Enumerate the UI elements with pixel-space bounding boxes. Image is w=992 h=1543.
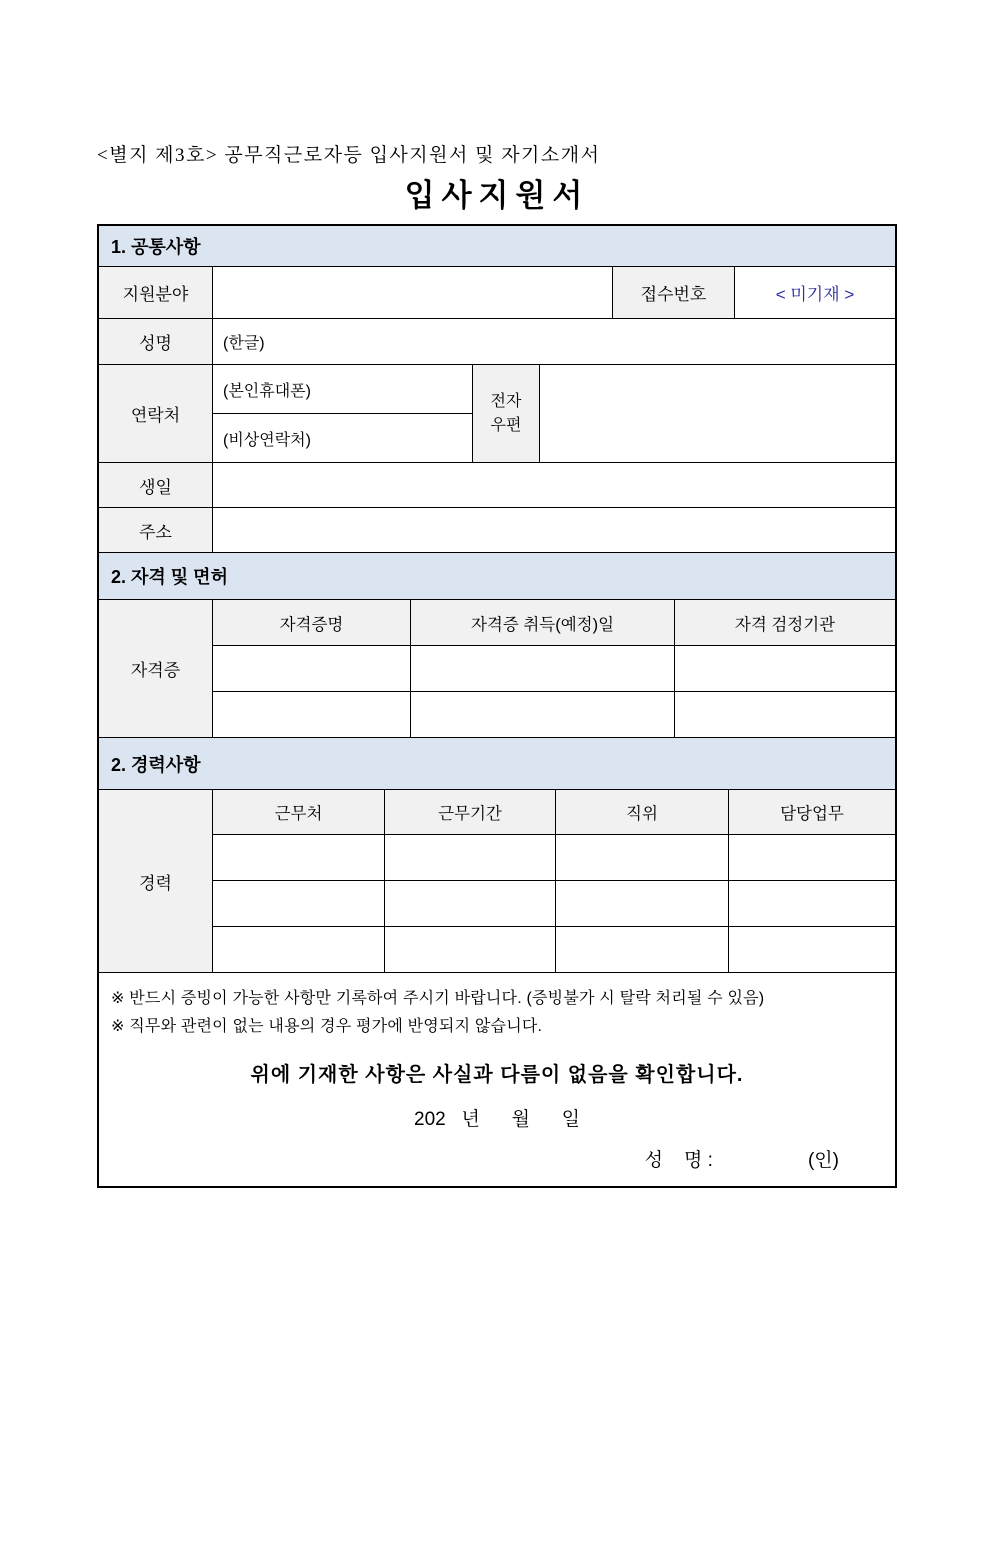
contact-row xyxy=(99,364,895,462)
career-header-row xyxy=(213,790,895,834)
license-row-2 xyxy=(213,691,895,737)
license-col-agency: 자격 검정기관 xyxy=(674,600,895,645)
career-employer-cell[interactable] xyxy=(213,835,384,880)
cert-agency-cell[interactable] xyxy=(674,692,895,737)
career-row-2 xyxy=(213,880,895,926)
document-page xyxy=(97,140,897,1188)
cert-name-cell[interactable] xyxy=(213,646,410,691)
career-position-cell[interactable] xyxy=(555,927,728,972)
birthday-input[interactable] xyxy=(212,463,895,507)
birthday-label: 생일 xyxy=(99,463,212,507)
address-input[interactable] xyxy=(212,508,895,552)
signature-line: 성 명 : (인) xyxy=(644,1150,839,1171)
confirmation-statement: 위에 기재한 사항은 사실과 다름이 없음을 확인합니다. xyxy=(250,1064,744,1086)
contact-label: 연락처 xyxy=(99,365,212,462)
license-row-1 xyxy=(213,645,895,691)
date-line: 202 년 월 일 xyxy=(414,1109,580,1130)
career-period-cell[interactable] xyxy=(384,835,555,880)
footer-note-1: ※ 반드시 증빙이 가능한 사항만 기록하여 주시기 바랍니다. (증빙불가 시 탈락 처리될 수 있음) xyxy=(111,990,765,1007)
career-period-cell[interactable] xyxy=(384,881,555,926)
footer-note-2: ※ 직무와 관련이 없는 내용의 경우 평가에 반영되지 않습니다. xyxy=(111,1018,543,1035)
address-row xyxy=(99,507,895,552)
career-position-cell[interactable] xyxy=(555,835,728,880)
career-period-cell[interactable] xyxy=(384,927,555,972)
cert-name-cell[interactable] xyxy=(213,692,410,737)
career-position-cell[interactable] xyxy=(555,881,728,926)
email-label-line2: 우편 xyxy=(490,416,522,434)
apply-field-input[interactable] xyxy=(212,267,612,318)
name-label: 성명 xyxy=(99,319,212,364)
section-common-header: 1. 공통사항 xyxy=(99,226,895,266)
contact-emergency-input[interactable]: (비상연락처) xyxy=(223,431,311,449)
apply-field-label: 지원분야 xyxy=(99,267,212,318)
license-table xyxy=(99,599,895,737)
birthday-row xyxy=(99,462,895,507)
career-col-duty: 담당업무 xyxy=(728,790,895,834)
page-title: 입사지원서 xyxy=(404,178,590,213)
form-note: <별지 제3호> 공무직근로자등 입사지원서 및 자기소개서 xyxy=(97,145,601,166)
email-label xyxy=(472,365,539,462)
career-col-position: 직위 xyxy=(555,790,728,834)
section-career-header: 2. 경력사항 xyxy=(99,737,895,789)
career-row-label: 경력 xyxy=(99,790,212,972)
email-input[interactable] xyxy=(539,365,895,462)
career-duty-cell[interactable] xyxy=(728,835,895,880)
career-grid xyxy=(212,790,895,972)
name-row xyxy=(99,318,895,364)
application-form xyxy=(97,224,897,1188)
receipt-no-value: < 미기재 > xyxy=(734,267,895,318)
contact-mobile-input[interactable]: (본인휴대폰) xyxy=(223,382,311,400)
license-header-row xyxy=(213,600,895,645)
career-duty-cell[interactable] xyxy=(728,927,895,972)
cert-agency-cell[interactable] xyxy=(674,646,895,691)
contact-phones xyxy=(212,365,472,462)
receipt-no-label: 접수번호 xyxy=(612,267,734,318)
address-label: 주소 xyxy=(99,508,212,552)
career-table xyxy=(99,789,895,972)
footer-block xyxy=(99,972,895,1186)
career-col-period: 근무기간 xyxy=(384,790,555,834)
license-col-name: 자격증명 xyxy=(213,600,410,645)
career-col-employer: 근무처 xyxy=(213,790,384,834)
career-row-3 xyxy=(213,926,895,972)
license-row-label: 자격증 xyxy=(99,600,212,737)
license-col-date: 자격증 취득(예정)일 xyxy=(410,600,674,645)
email-label-line1: 전자 xyxy=(490,393,522,411)
career-employer-cell[interactable] xyxy=(213,927,384,972)
career-duty-cell[interactable] xyxy=(728,881,895,926)
cert-date-cell[interactable] xyxy=(410,646,674,691)
license-grid xyxy=(212,600,895,737)
career-row-1 xyxy=(213,834,895,880)
apply-field-row xyxy=(99,266,895,318)
cert-date-cell[interactable] xyxy=(410,692,674,737)
career-employer-cell[interactable] xyxy=(213,881,384,926)
name-input[interactable]: (한글) xyxy=(212,319,895,364)
section-license-header: 2. 자격 및 면허 xyxy=(99,552,895,599)
